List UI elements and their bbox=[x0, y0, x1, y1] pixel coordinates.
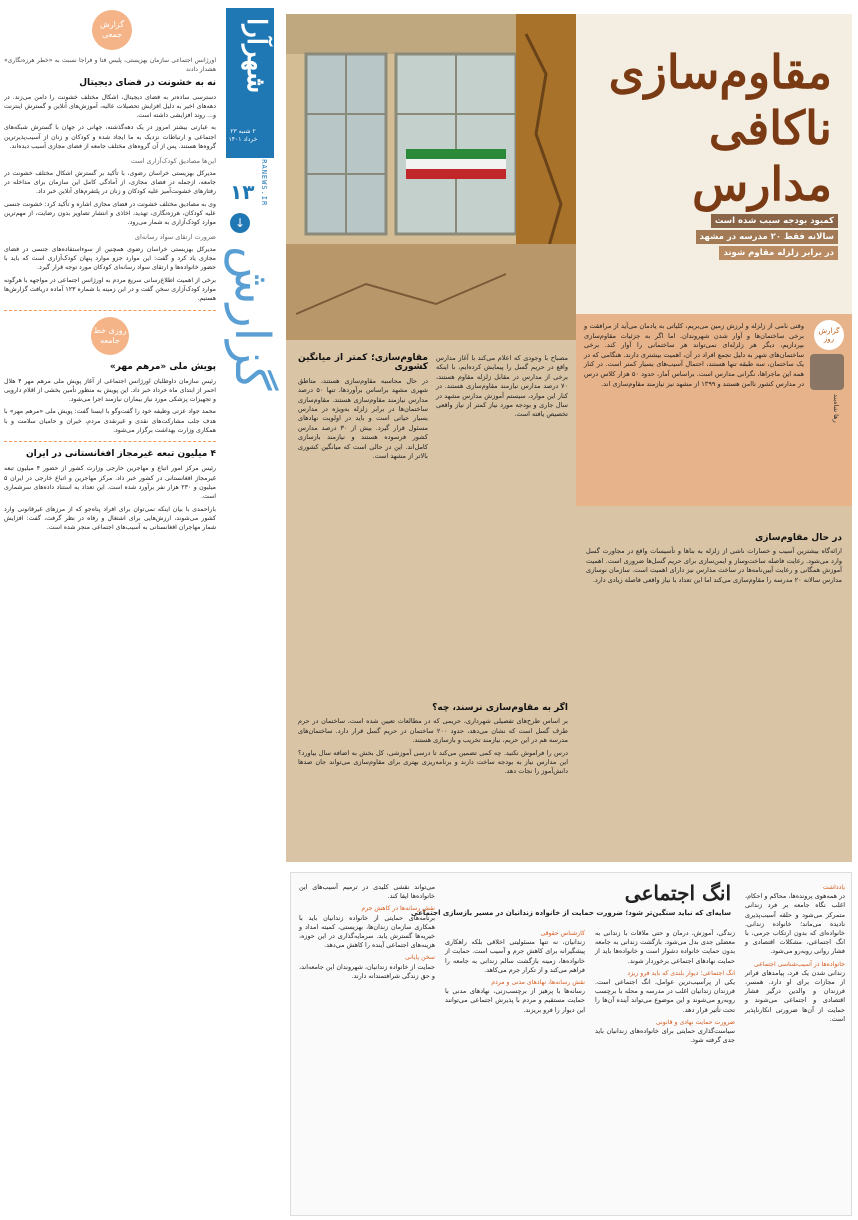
subheading: ضرورت ارتقای سواد رسانه‌ای bbox=[134, 233, 216, 242]
report-of-day-badge: گزارش روز bbox=[814, 320, 844, 350]
title-line: مدارس bbox=[692, 157, 832, 211]
intro-box bbox=[576, 314, 852, 506]
school-wall-photo bbox=[286, 14, 576, 340]
subtitle-bar: کمبود بودجه سبب شده است bbox=[711, 214, 838, 228]
page-number: ۱۳ bbox=[230, 180, 255, 204]
paragraph: می‌تواند نقشی کلیدی در ترمیم آسیب‌های این خانواده‌ها ایفا کند. bbox=[299, 883, 435, 901]
paragraph: رئیس مرکز امور اتباع و مهاجرین خارجی وزارت کشور از حضور ۴ میلیون تبعه غیرمجاز افغانستانی در کشور خبر داد. مرکز مهاجرین و اتباع خارجی در ایران ۵ میلیون و ۲۳۰ هزار نفر برآورد شده است. این تعداد به استناد داده‌های سرشماری است. bbox=[4, 465, 216, 501]
paragraph: ارائه‌گاه بیشترین آسیب و خسارات ناشی از زلزله به بناها و تأسیسات واقع در مجاورت گسل وارد می‌شود. رعایت فاصله ساخت‌وساز و ایمن‌سازی برای حریم گسل‌ها ضروری است. اهمیت آموزش همگانی و رعایت آیین‌نامه‌ها در ساخت مدارس نیز دارای اهمیت است. سازمان نوسازی مدارس سالانه ۲۰ مدرسه را مقاوم‌سازی می‌کند اما این تعداد با نیاز واقعی فاصله زیادی دارد. bbox=[586, 547, 842, 584]
subheading: سخن پایانی bbox=[405, 954, 435, 962]
paragraph: رسانه‌ها با پرهیز از برچسب‌زنی، نهادهای مدنی با حمایت مستقیم و مردم با پذیرش اجتماعی می‌توانند این دیوار را فرو بریزند. bbox=[445, 987, 585, 1014]
article-title: انگ اجتماعی bbox=[624, 881, 731, 905]
column-how bbox=[298, 704, 568, 780]
paragraph: در همه‌هوی پرونده‌ها، محاکم و احکام، اغلب نگاه جامعه بر فرد زندانی متمرکز می‌شود و حلقه آسیب‌پذیری نادیده می‌ماند؛ خانواده زندانی. خانواده‌ای که بدون ارتکاب جرمی، با انگ اجتماعی، مشکلات اقتصادی و فشار روانی روبه‌رو می‌شود. bbox=[745, 892, 845, 956]
paragraph: زندگی، آموزش، درمان و حتی ملاقات با زندانی به معضلی جدی بدل می‌شود. بازگشت زندانی به جامعه بدون حمایت خانواده دشوار است و خانواده‌ها باید از حمایت نهادهای اجتماعی برخوردار شوند. bbox=[595, 929, 735, 965]
column-middle bbox=[436, 354, 568, 423]
subheading: مقاوم‌سازی؛ کمتر از میانگین کشوری bbox=[298, 353, 428, 373]
subheading: این‌ها مصادیق کودک‌آزاری است bbox=[130, 157, 216, 166]
feature-title bbox=[582, 44, 832, 212]
note-badge: یادداشت bbox=[822, 884, 845, 891]
title-box bbox=[576, 14, 852, 314]
article-subtitle: سایه‌ای که نباید سنگین‌تر شود؛ ضرورت حمایت از خانواده زندانیان در مسیر بازسازی اجتماعی bbox=[411, 909, 731, 917]
paragraph: بر اساس طرح‌های تفصیلی شهرداری، حریمی که در مطالعات تعیین شده است، ساختمان در حرم طرف گسل است که نشان می‌دهد، حدود ۲۰۰ ساختمان در حریم گسل قرار دارد. ساختمان‌های مدرسه هم در این حریم، نیازمند تخریب و بازسازی هستند. bbox=[298, 717, 568, 745]
paragraph: یکی از پرآسیب‌ترین عوامل، انگ اجتماعی است. فرزندان زندانیان اغلب در مدرسه و محله با برچسب روبه‌رو می‌شوند و این موضوع می‌تواند آینده آن‌ها را تحت تأثیر قرار دهد. bbox=[595, 978, 735, 1014]
paragraph: محمد جواد عزتی وظیفه خود را گفت‌وگو با ایسنا گفت: پویش ملی «مرهم مهر» با هدف جلب مشارکت‌های نقدی و غیرنقدی مردم، خیران و حامیان سلامت و با همکاری وزارت بهداشت برگزار می‌شود. bbox=[4, 408, 216, 435]
paragraph: حمایت از خانواده زندانیان، شهروندان این جامعه‌اند، و حق زندگی شرافتمندانه دارند. bbox=[299, 962, 435, 980]
expert-label: کارشناس حقوقی bbox=[540, 930, 585, 937]
paragraph: مصباح با وجودی که اعلام می‌کند با آغاز مدارس واقع در حریم گسل را پیمایش کرده‌ایم، با اینکه برخی از مدارس در مقابل زلزله مقاوم هستند، ۷۰ درصد مدارس نیازمند مقاوم‌سازی هستند. در کنار این موارد، سیستم آموزش مدارس مشهد در سال جاری و بودجه مورد نیاز کمتر از نیاز واقعی تخصیص یافته است. bbox=[436, 354, 568, 419]
brief-badge: روزی خط جامعه bbox=[91, 317, 129, 355]
website-url[interactable]: SHAHRARANEWS.IR bbox=[260, 128, 268, 207]
paragraph: به عبارتی بیشتر امروز در یک دهه‌گذشته، جهانی در جهان با گسترش شبکه‌های اجتماعی و ارتباطات نزدیک به ما ایجاد شده و کودکان و زنان از آسیب‌پذیرترین گروه‌ها هستند. پس از آن گروه‌های مختلف جامعه از فضای مجازی آسیب دیده‌اند. bbox=[4, 124, 216, 151]
subheading: خانواده‌ها در آسیب‌شناسی اجتماعی bbox=[754, 960, 845, 968]
left-news-column bbox=[4, 4, 216, 1216]
feature-article bbox=[286, 14, 852, 862]
subheading: نقش رسانه‌ها در کاهش جرم bbox=[361, 905, 435, 913]
divider bbox=[4, 310, 216, 311]
title-line: مقاوم‌سازی bbox=[608, 45, 832, 99]
paragraph: در حال محاسبه مقاوم‌سازی هستند، متاطق شهری مشهد براساس برآورد‌ها، تنها ۵۰ درصد مدارس نیازمند مقاوم‌سازی هستند. مقاوم‌سازی ساختمان‌ها در برابر زلزله به‌ویژه در مدارس بسیار حیاتی است و باید در اولویت نهادهای مسئول قرار گیرد. بیش از ۳۰ درصد مدارس کشور فرسوده هستند و نیازمند بازسازی کامل‌اند. این در حالی است که میانگین کشوری بالاتر از مشهد است. bbox=[298, 376, 429, 461]
paragraph: باراحمدی با بیان اینکه نمی‌توان برای افراد پناه‌جو که از مرزهای غیرقانونی وارد کشور می‌شوند، ارزش‌هایی برای اشتغال و رفاه در نظر گرفت، گفت: افزایش شمار مهاجران افغانستانی به آسیب‌های اجتماعی منجر شده است. bbox=[4, 505, 216, 532]
column-country bbox=[298, 354, 428, 464]
subheading: ضرورت حمایت نهادی و قانونی bbox=[655, 1018, 735, 1026]
kicker: اورژانس اجتماعی سازمان بهزیستی، پلیس فتا و فراجا نسبت به «خطر هرزه‌نگاری» هشدار دادند bbox=[4, 57, 216, 74]
subtitle-bar: در برابر زلزله مقاوم شوند bbox=[719, 246, 838, 260]
cracked-wall-illustration bbox=[286, 14, 576, 340]
paragraph: مدیرکل بهزیستی خراسان رضوی همچنین از سوء‌استفاده‌های جنسی در فضای مجازی یاد کرد و گفت: این موارد جزو موارد پنهان کودک‌آزاری است که باید با حضور خانواده‌ها و ارتقای سواد رسانه‌ای کودکان مورد توجه قرار گیرد. bbox=[4, 245, 216, 272]
newspaper-logo: شهرآرا bbox=[241, 18, 271, 94]
report-badge: گزارش جمعی bbox=[92, 10, 132, 50]
divider bbox=[4, 441, 216, 442]
paragraph: وی به مصادیق مختلف خشونت در فضای مجازی اشاره و تأکید کرد: خشونت جنسی علیه کودکان، هرزه‌نگاری، تهدید، اخاذی و انتشار تصاویر بدون رضایت، از مهم‌ترین موارد کودک‌آزاری به شمار می‌رود. bbox=[4, 200, 216, 227]
paragraph: دسترسی ساده‌تر به فضای دیجیتال، اشکال مختلف خشونت را دامن می‌زند. در دهه‌های اخیر به دلیل افزایش تحصیلات عالیه، آموزش‌های آنلاین و گسترش اینترنت و... روند افزایشی داشته است. bbox=[4, 93, 216, 120]
issue-date: ۲ شنبه ۲۳ خرداد ۱۴۰۱ bbox=[228, 128, 258, 143]
intro-text: وقتی نامی از زلزله و لرزش زمین می‌بریم، کلیاتی به یادمان می‌آید از مرافقت و برخی ساختمان‌ها و آوار شدن شهروندان. اما اگر به جزئیات مقاوم‌سازی بپردازیم، دیگر هر زلزله‌ای نمی‌تواند هر ساختمانی را آوار کند. برخی ساختمان‌های شهر به دلیل تجمع افراد در آن، اهمیت بیشتری دارند. هنگامی که در یک ساختمان، سه طبقه تنها هستند، احتمال آسیب‌های بسیار کمتر است. در کنار همه این ماجراها، نگرانی مدارس است. براساس آمار، حدود ۵۰ هزار کلاس درس در مدارس کشور ناامن هستند و ۱۳۹۹ از مشهد نیز نیازمند مقاوم‌سازی اند. bbox=[584, 322, 804, 388]
subheading: نقش رسانه‌ها، نهادهای مدنی و مردم bbox=[491, 979, 585, 987]
author-avatar bbox=[810, 354, 844, 390]
paragraph: رئیس سازمان داوطلبان اورژانس اجتماعی از آغاز پویش ملی مرهم مهر ۴ هلال احمر از ابتدای ماه خرداد خبر داد. این پویش به منظور تأمین بخشی از اقلام دارویی و تجهیزات پزشکی مورد نیاز بیماران نیازمند اجرا می‌شود. bbox=[4, 377, 216, 404]
subheading: اگر به مقاوم‌سازی نرسند، چه؟ bbox=[432, 703, 568, 713]
column-in-progress bbox=[586, 534, 842, 588]
section-title: گزارش bbox=[224, 246, 280, 391]
social-stigma-article bbox=[290, 872, 852, 1216]
paragraph: سیاست‌گذاری حمایتی برای خانواده‌های زندانیان باید جدی گرفته شود. bbox=[595, 1027, 735, 1045]
headline-marham-mehr: پویش ملی «مرهم مهر» bbox=[109, 361, 216, 372]
paragraph: زندانی شدن یک فرد، پیامدهای فراتر از مجازات برای او دارد. همسر، فرزندان و والدین درگیر فشار اقتصادی و اجتماعی می‌شوند و حمایت از آن‌ها ضرورتی انکارناپذیر است. bbox=[745, 968, 845, 1023]
arrow-down-icon: ↓ bbox=[230, 213, 250, 233]
masthead bbox=[222, 8, 278, 1214]
author-name: رها شاه‌بند bbox=[832, 394, 840, 423]
column-2 bbox=[595, 929, 735, 1048]
paragraph: درس را فراموش نکنید. چه کمی تضمین می‌کند تا درسی آموزشی، کل بخش به اضافه سال بیاورد؟ این مدارس نیاز به بودجه ساخت دارند و برنامه‌ریزی بهتری برای مقاوم‌سازی می‌تواند جان صدها دانش‌آموز را نجات دهد. bbox=[298, 748, 568, 776]
column-3 bbox=[445, 929, 585, 1018]
paragraph: برخی از اهمیت اطلاع‌رسانی سریع مردم به اورژانس اجتماعی در مواجهه با هرگونه موارد کودک‌آزاری سخن گفت و در این زمینه با شماره ۱۲۳ آماده دریافت گزارش‌ها هستیم. bbox=[4, 276, 216, 303]
headline-digital-violence: نه به خشونت در فضای دیجیتال bbox=[79, 77, 216, 88]
paragraph: برنامه‌های حمایتی از خانواده زندانیان باید با همکاری سازمان زندان‌ها، بهزیستی، کمیته امداد و خیریه‌ها گسترش یابد. سرمایه‌گذاری در این حوزه، هزینه‌های اجتماعی آینده را کاهش می‌دهد. bbox=[299, 913, 435, 950]
paragraph: زندانیان، نه تنها مسئولیتی اخلاقی بلکه راهکاری پیشگیرانه برای کاهش جرم و آسیب است. حمایت از خانواده‌ها، زمینه بازگشت سالم زندانی به جامعه را فراهم می‌کند و از تکرار جرم می‌کاهد. bbox=[445, 938, 585, 974]
headline-afghan-nationals: ۴ میلیون تبعه غیرمجاز افغانستانی در ایران bbox=[26, 449, 216, 460]
subheading: در حال مقاوم‌سازی bbox=[754, 533, 842, 543]
paragraph: مدیرکل بهزیستی خراسان رضوی، با تأکید بر گسترش اشکال مختلف خشونت در جامعه، ازجمله در فضای مجازی، از آمادگی کامل این سازمان برای مداخله در رفتارهای خشونت‌آمیز علیه کودکان و زنان در پلتفرم‌های آنلاین خبر داد. bbox=[4, 169, 216, 196]
column-note bbox=[745, 883, 845, 1027]
subheading: انگ اجتماعی؛ دیوار بلندی که باید فرو ریزد bbox=[627, 969, 735, 977]
column-4 bbox=[299, 883, 435, 984]
subtitle-bar: سالانه فقط ۲۰ مدرسه در مشهد bbox=[696, 230, 838, 244]
title-line: ناکافی bbox=[708, 101, 832, 155]
